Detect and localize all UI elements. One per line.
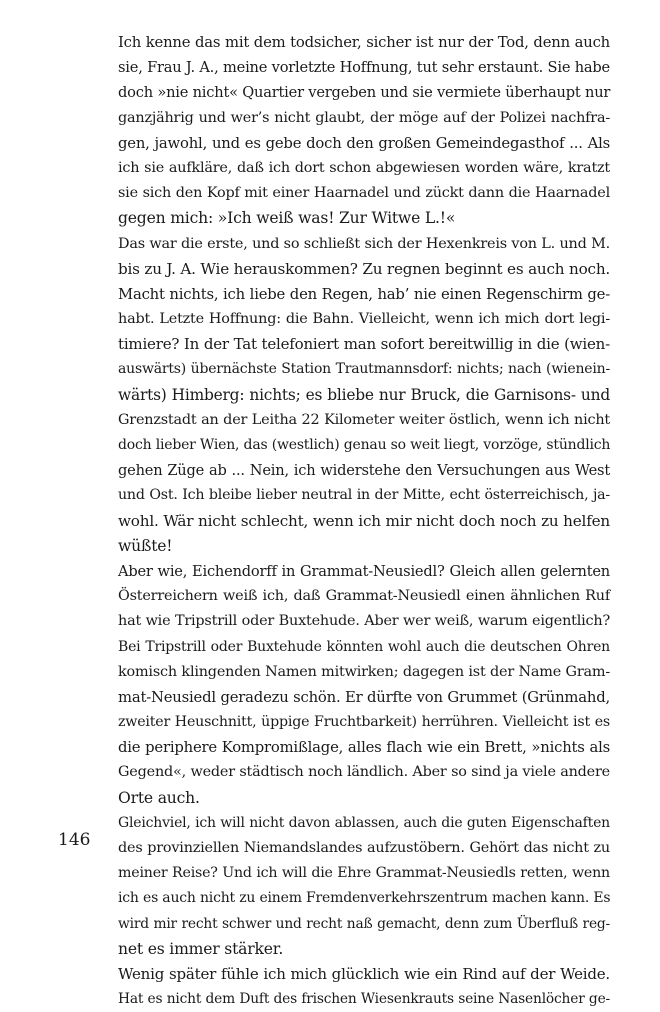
text-line: sie sich den Kopf mit einer Haarnadel und zückt dann die Haarnadel <box>118 185 610 202</box>
text-line: wüßte! <box>118 536 173 555</box>
text-line: net es immer stärker. <box>118 939 284 958</box>
text-line: Orte auch. <box>118 788 200 807</box>
text-line: Hat es nicht dem Duft des frischen Wiesenkrauts seine Nasenlöcher ge- <box>118 991 610 1008</box>
text-line: des provinziellen Niemandslandes aufzustöbern. Gehört das nicht zu <box>118 840 610 856</box>
text-line: mat-Neusiedl geradezu schön. Er dürfte von Grummet (Grünmahd, <box>118 688 610 706</box>
text-line: sie, Frau J. A., meine vorletzte Hoffnung, tut sehr erstaunt. Sie habe <box>118 59 610 77</box>
text-line: ich es auch nicht zu einem Fremdenverkehrszentrum machen kann. Es <box>118 890 611 907</box>
text-line: Gegend«, weder städtisch noch ländlich. Aber so sind ja viele andere <box>118 764 610 781</box>
text-line: ich sie aufkläre, daß ich dort schon abgewiesen worden wäre, kratzt <box>118 159 610 176</box>
page-number: 146 <box>58 830 91 850</box>
text-line: wohl. Wär nicht schlecht, wenn ich mir nicht doch noch zu helfen <box>118 511 610 530</box>
text-line: gegen mich: »Ich weiß was! Zur Witwe L.!« <box>118 209 456 228</box>
text-line: komisch klingenden Namen mitwirken; dagegen ist der Name Gram- <box>118 663 610 680</box>
text-line: wird mir recht schwer und recht naß gemacht, denn zum Überfluß reg- <box>118 915 610 932</box>
text-line: habt. Letzte Hoffnung: die Bahn. Vielleicht, wenn ich mich dort legi- <box>118 311 610 328</box>
body-text <box>118 30 610 1012</box>
text-line: zweiter Heuschnitt, üppige Fruchtbarkeit) herrühren. Vielleicht ist es <box>118 714 610 731</box>
text-line: die periphere Kompromißlage, alles flach wie ein Brett, »nichts als <box>118 739 610 757</box>
text-line: wärts) Himberg: nichts; es bliebe nur Bruck, die Garnisons- und <box>118 385 610 404</box>
text-line: auswärts) übernächste Station Trautmannsdorf: nichts; nach (wienein- <box>118 361 610 378</box>
text-line: gehen Züge ab ... Nein, ich widerstehe den Versuchungen aus West <box>118 462 610 480</box>
text-line: Macht nichts, ich liebe den Regen, hab’ nie einen Regenschirm ge- <box>118 285 610 303</box>
text-line: doch lieber Wien, das (westlich) genau so weit liegt, vorzöge, stündlich <box>118 437 611 453</box>
text-line: Wenig später fühle ich mich glücklich wie ein Rind auf der Weide. <box>118 964 610 983</box>
text-line: Gleichviel, ich will nicht davon ablassen, auch die guten Eigenschaften <box>118 814 610 831</box>
text-line: hat wie Tripstrill oder Buxtehude. Aber wer weiß, warum eigentlich? <box>118 613 610 630</box>
text-line: bis zu J. A. Wie herauskommen? Zu regnen beginnt es auch noch. <box>118 259 611 278</box>
text-line: ganzjährig und wer’s nicht glaubt, der möge auf der Polizei nachfra- <box>118 109 610 126</box>
text-line: Grenzstadt an der Leitha 22 Kilometer weiter östlich, wenn ich nicht <box>118 411 610 428</box>
text-line: doch »nie nicht« Quartier vergeben und sie vermiete überhaupt nur <box>118 84 611 102</box>
text-line: Aber wie, Eichendorff in Grammat-Neusiedl? Gleich allen gelernten <box>118 562 610 580</box>
text-line: meiner Reise? Und ich will die Ehre Grammat-Neusiedls retten, wenn <box>118 865 610 882</box>
text-line: Österreichern weiß ich, daß Grammat-Neusiedl einen ähnlichen Ruf <box>118 588 610 605</box>
text-line: Bei Tripstrill oder Buxtehude könnten wohl auch die deutschen Ohren <box>118 638 610 655</box>
text-line: und Ost. Ich bleibe lieber neutral in der Mitte, echt österreichisch, ja- <box>118 487 610 504</box>
text-line: Das war die erste, und so schließt sich der Hexenkreis von L. und M. <box>118 235 610 252</box>
text-line: gen, jawohl, und es gebe doch den großen Gemeindegasthof ... Als <box>118 134 610 152</box>
text-line: Ich kenne das mit dem todsicher, sicher ist nur der Tod, denn auch <box>118 34 610 51</box>
text-line: timiere? In der Tat telefoniert man sofort bereitwillig in die (wien- <box>118 335 610 354</box>
